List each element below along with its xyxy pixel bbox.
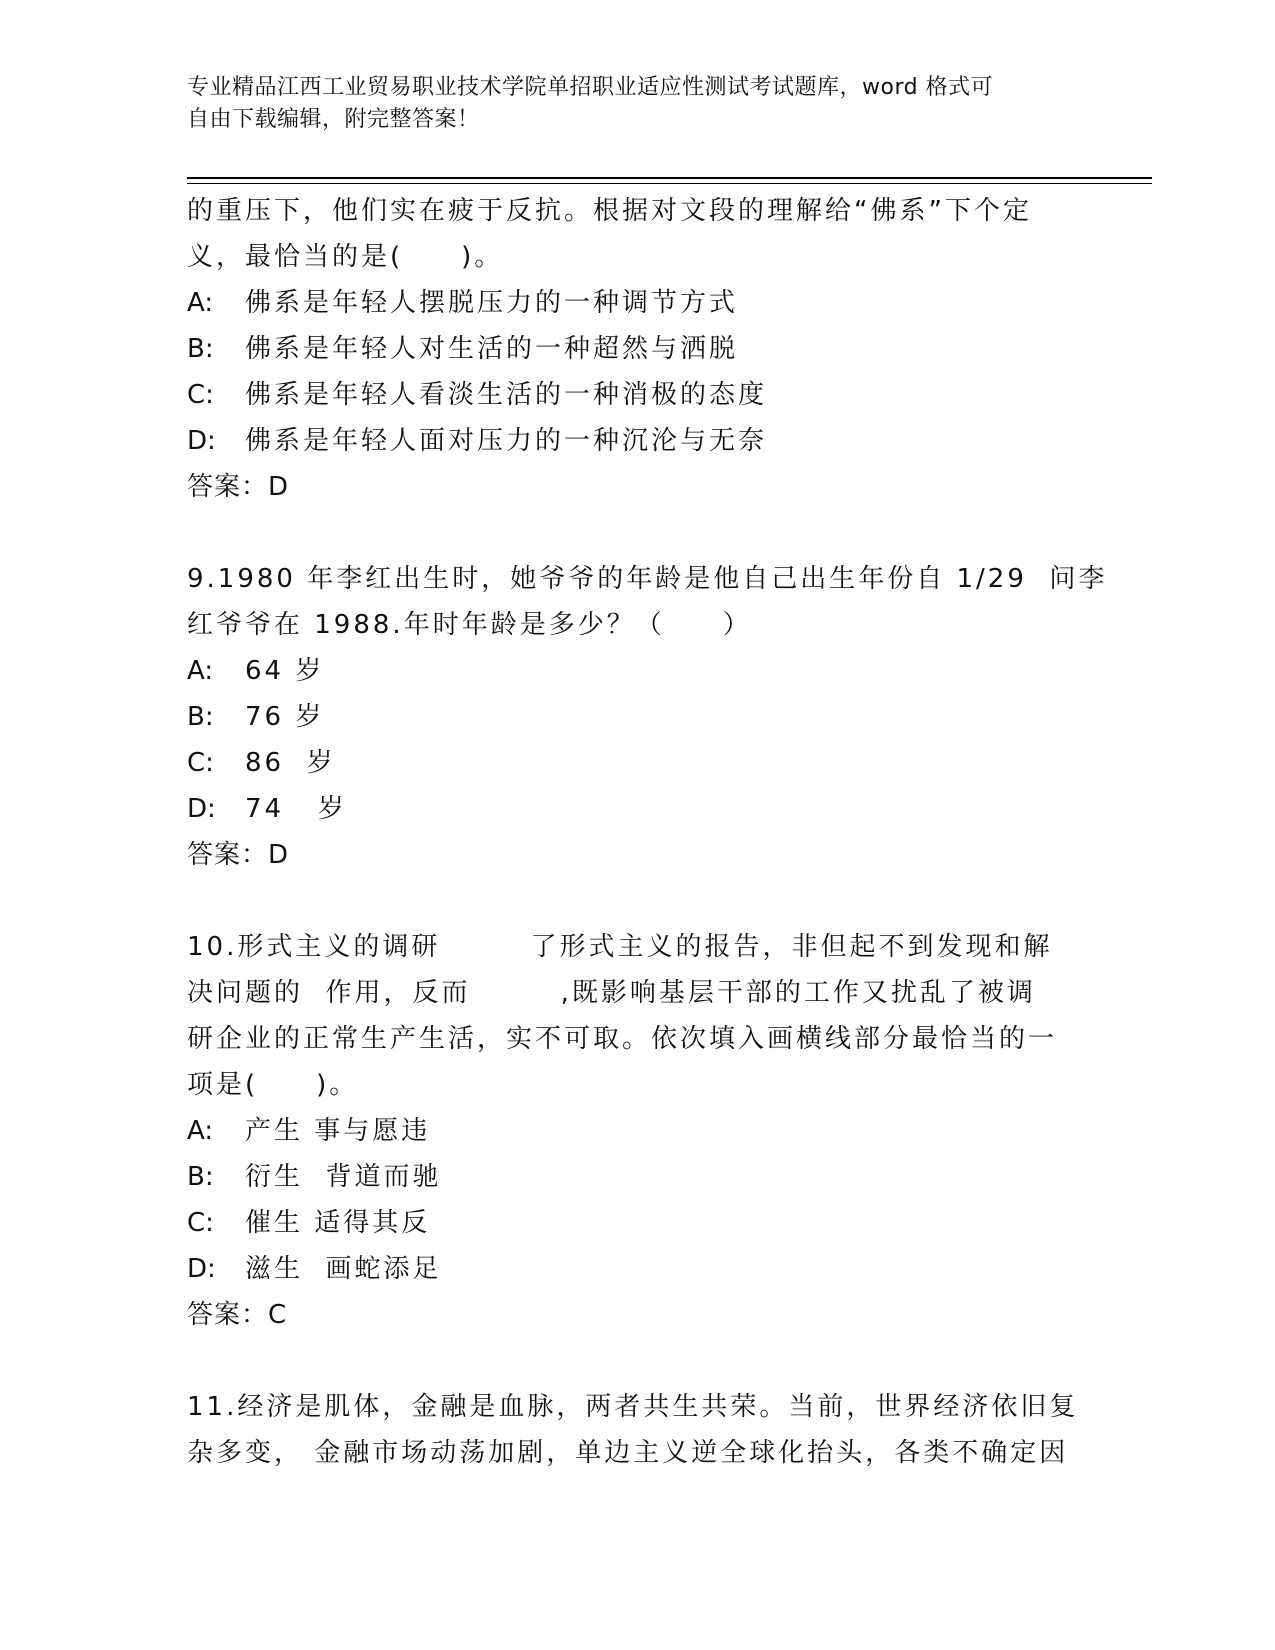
question-8-line-1: 的重压下，他们实在疲于反抗。根据对文段的理解给“佛系”下个定 bbox=[187, 196, 1032, 226]
option-letter: A: bbox=[187, 288, 214, 318]
spacer bbox=[187, 878, 1087, 924]
option-a bbox=[187, 648, 1087, 694]
answer-line: 答案：D bbox=[187, 472, 290, 502]
question-11-line-2: 杂多变， 金融市场动荡加剧，单边主义逆全球化抬头，各类不确定因 bbox=[187, 1438, 1069, 1468]
option-a bbox=[187, 280, 1087, 326]
option-c bbox=[187, 1200, 1087, 1246]
question-10-line-2: 决问题的 作用，反而 ,既影响基层干部的工作又扰乱了被调 bbox=[187, 978, 1036, 1008]
option-a bbox=[187, 1108, 1087, 1154]
header-line-2: 自由下载编辑，附完整答案！ bbox=[187, 107, 480, 132]
spacer bbox=[187, 510, 1087, 556]
option-letter: C: bbox=[187, 748, 214, 778]
option-text: 74 岁 bbox=[245, 794, 347, 824]
option-text: 佛系是年轻人看淡生活的一种消极的态度 bbox=[245, 380, 768, 410]
option-text: 催生 适得其反 bbox=[245, 1208, 431, 1238]
option-d bbox=[187, 786, 1087, 832]
spacer bbox=[187, 1338, 1087, 1384]
document-header bbox=[187, 72, 1087, 136]
option-b bbox=[187, 694, 1087, 740]
option-b bbox=[187, 1154, 1087, 1200]
answer-line: 答案：C bbox=[187, 1300, 288, 1330]
option-text: 64 岁 bbox=[245, 656, 325, 686]
option-letter: A: bbox=[187, 656, 214, 686]
question-9-line-1: 9.1980 年李红出生时，她爷爷的年龄是他自己出生年份自 1/29 问李 bbox=[187, 564, 1108, 594]
option-text: 76 岁 bbox=[245, 702, 325, 732]
header-line-1: 专业精品江西工业贸易职业技术学院单招职业适应性测试考试题库，word 格式可 bbox=[187, 75, 994, 100]
option-letter: B: bbox=[187, 334, 214, 364]
option-letter: B: bbox=[187, 702, 214, 732]
option-text: 佛系是年轻人摆脱压力的一种调节方式 bbox=[245, 288, 739, 318]
option-text: 滋生 画蛇添足 bbox=[245, 1254, 442, 1284]
option-letter: C: bbox=[187, 380, 214, 410]
question-10-line-3: 研企业的正常生产生活，实不可取。依次填入画横线部分最恰当的一 bbox=[187, 1024, 1058, 1054]
question-8 bbox=[187, 188, 1087, 510]
option-text: 86 岁 bbox=[245, 748, 336, 778]
option-c bbox=[187, 740, 1087, 786]
question-11-line-1: 11.经济是肌体，金融是血脉，两者共生共荣。当前，世界经济依旧复 bbox=[187, 1392, 1079, 1422]
option-d bbox=[187, 1246, 1087, 1292]
question-11 bbox=[187, 1384, 1087, 1476]
question-10-line-4: 项是( )。 bbox=[187, 1070, 359, 1100]
question-8-line-2: 义，最恰当的是( )。 bbox=[187, 242, 504, 272]
question-10-line-1: 10.形式主义的调研 了形式主义的报告，非但起不到发现和解 bbox=[187, 932, 1053, 962]
question-10 bbox=[187, 924, 1087, 1338]
option-b bbox=[187, 326, 1087, 372]
header-rule-thick bbox=[187, 177, 1152, 179]
option-letter: D: bbox=[187, 794, 216, 824]
header-rule-thin bbox=[187, 183, 1152, 184]
question-9 bbox=[187, 556, 1108, 878]
option-letter: C: bbox=[187, 1208, 214, 1238]
option-d bbox=[187, 418, 1087, 464]
option-text: 衍生 背道而驰 bbox=[245, 1162, 442, 1192]
option-text: 产生 事与愿违 bbox=[245, 1116, 431, 1146]
answer-line: 答案：D bbox=[187, 840, 290, 870]
option-c bbox=[187, 372, 1087, 418]
option-text: 佛系是年轻人面对压力的一种沉沦与无奈 bbox=[245, 426, 768, 456]
option-letter: D: bbox=[187, 1254, 216, 1284]
option-letter: B: bbox=[187, 1162, 214, 1192]
question-9-line-2: 红爷爷在 1988.年时年龄是多少？（ ） bbox=[187, 610, 752, 640]
option-letter: A: bbox=[187, 1116, 214, 1146]
option-text: 佛系是年轻人对生活的一种超然与洒脱 bbox=[245, 334, 739, 364]
question-content bbox=[187, 188, 1108, 1476]
option-letter: D: bbox=[187, 426, 216, 456]
